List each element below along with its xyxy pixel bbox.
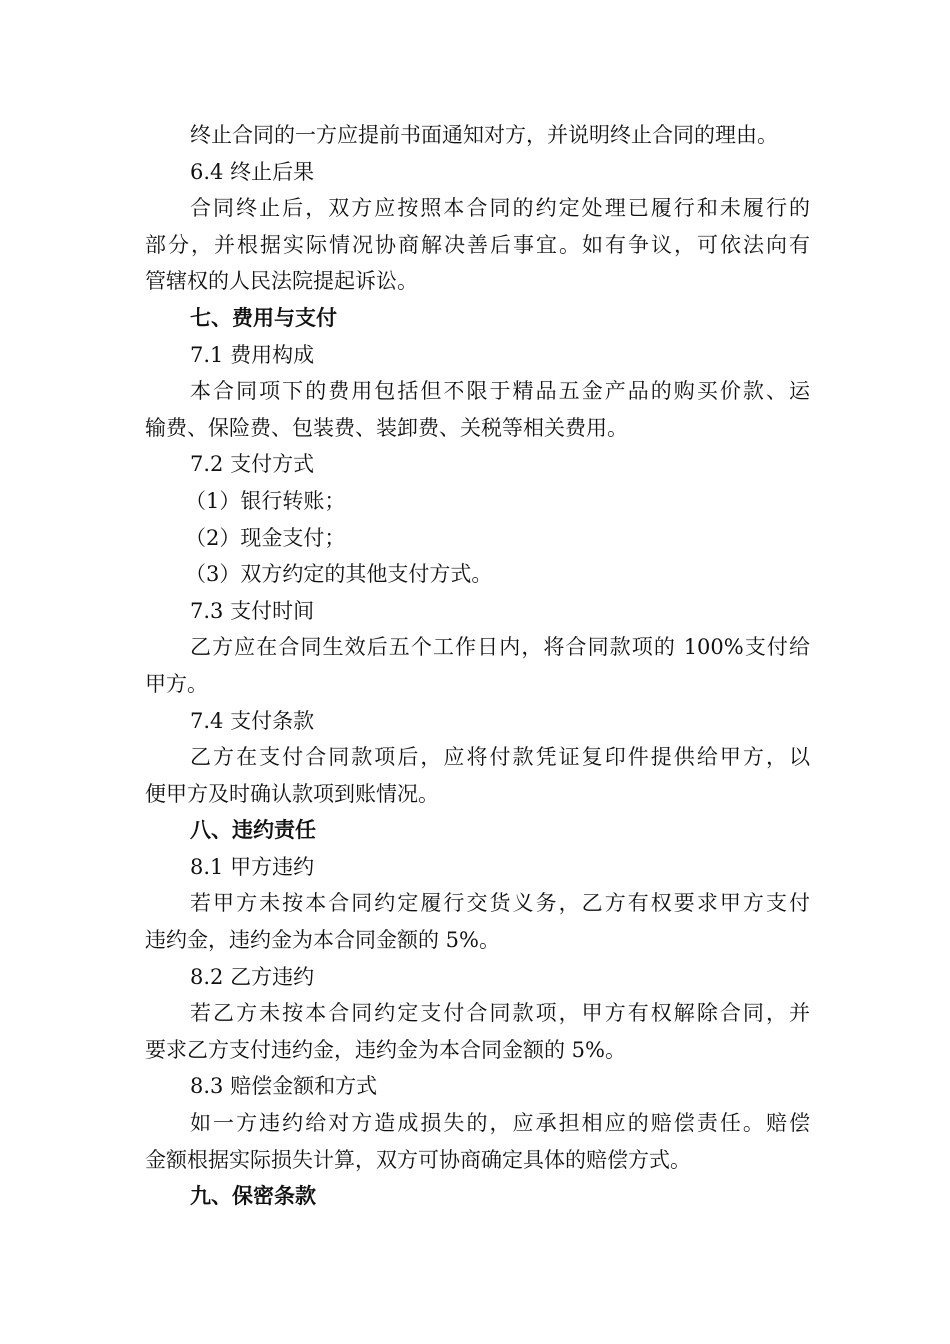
paragraph-line: 输费、保险费、包装费、装卸费、关税等相关费用。 — [145, 415, 628, 440]
paragraph-line: 管辖权的人民法院提起诉讼。 — [145, 269, 418, 294]
contract-text-body — [145, 117, 810, 1215]
clause-heading: 8.1 甲方违约 — [190, 854, 315, 879]
list-item: （1）银行转账； — [185, 488, 346, 513]
paragraph-line: 要求乙方支付违约金，违约金为本合同金额的 5%。 — [145, 1037, 626, 1062]
section-heading: 八、违约责任 — [190, 817, 316, 843]
section-heading: 七、费用与支付 — [190, 304, 337, 330]
paragraph-line: 终止合同的一方应提前书面通知对方，并说明终止合同的理由。 — [190, 123, 778, 147]
paragraph-line: 金额根据实际损失计算，双方可协商确定具体的赔偿方式。 — [145, 1147, 691, 1172]
clause-heading: 8.3 赔偿金额和方式 — [190, 1074, 378, 1099]
clause-heading: 8.2 乙方违约 — [190, 964, 315, 989]
paragraph-line: 本合同项下的费用包括但不限于精品五金产品的购买价款、运 — [190, 379, 810, 404]
paragraph-line: 便甲方及时确认款项到账情况。 — [145, 781, 439, 806]
paragraph-line: 甲方。 — [145, 671, 208, 696]
clause-heading: 7.4 支付条款 — [190, 708, 315, 733]
clause-heading: 6.4 终止后果 — [190, 159, 315, 184]
paragraph-line: 若甲方未按本合同约定履行交货义务，乙方有权要求甲方支付 — [190, 891, 810, 916]
paragraph-line: 乙方应在合同生效后五个工作日内，将合同款项的 100%支付给 — [190, 635, 810, 660]
clause-heading: 7.2 支付方式 — [190, 452, 315, 477]
section-heading: 九、保密条款 — [190, 1183, 316, 1209]
clause-heading: 7.3 支付时间 — [190, 598, 315, 623]
paragraph-line: 如一方违约给对方造成损失的，应承担相应的赔偿责任。赔偿 — [190, 1111, 810, 1136]
paragraph-line: 违约金，违约金为本合同金额的 5%。 — [145, 928, 500, 953]
paragraph-line: 合同终止后，双方应按照本合同的约定处理已履行和未履行的 — [190, 196, 810, 221]
paragraph-line: 部分，并根据实际情况协商解决善后事宜。如有争议，可依法向有 — [145, 232, 810, 257]
paragraph-line: 若乙方未按本合同约定支付合同款项，甲方有权解除合同，并 — [190, 1001, 810, 1026]
list-item: （3）双方约定的其他支付方式。 — [185, 562, 493, 587]
clause-heading: 7.1 费用构成 — [190, 342, 315, 367]
list-item: （2）现金支付； — [185, 525, 346, 550]
paragraph-line: 乙方在支付合同款项后，应将付款凭证复印件提供给甲方，以 — [190, 745, 810, 770]
